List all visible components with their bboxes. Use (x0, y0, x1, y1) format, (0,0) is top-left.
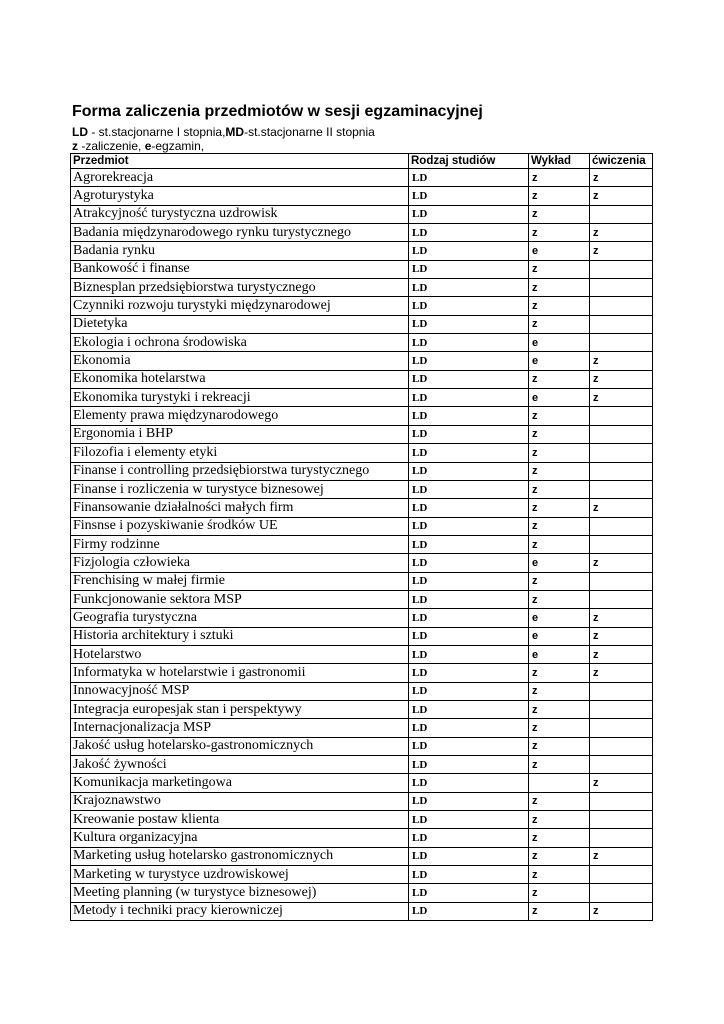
cell-subject: Innowacyjność MSP (71, 682, 409, 700)
cell-lecture: z (529, 169, 590, 187)
cell-subject: Funkcjonowanie sektora MSP (71, 590, 409, 608)
legend-e-abbr: e (144, 139, 152, 153)
cell-study-type: LD (409, 260, 529, 278)
table-row (71, 590, 653, 608)
cell-subject: Finsnse i pozyskiwanie środków UE (71, 517, 409, 535)
cell-lecture: z (529, 315, 590, 333)
table-row (71, 719, 653, 737)
cell-subject: Ekologia i ochrona środowiska (71, 334, 409, 352)
cell-study-type: LD (409, 572, 529, 590)
table-row (71, 187, 653, 205)
cell-study-type: LD (409, 389, 529, 407)
legend-z-abbr: z (72, 139, 78, 153)
header-exercises: ćwiczenia (590, 154, 653, 169)
cell-study-type: LD (409, 370, 529, 388)
cell-subject: Informatyka w hotelarstwie i gastronomii (71, 664, 409, 682)
table-row (71, 279, 653, 297)
cell-exercises: z (590, 554, 653, 572)
cell-study-type: LD (409, 719, 529, 737)
cell-lecture: z (529, 829, 590, 847)
cell-exercises (590, 792, 653, 810)
cell-exercises (590, 719, 653, 737)
cell-study-type: LD (409, 847, 529, 865)
table-row (71, 682, 653, 700)
table-row (71, 407, 653, 425)
cell-exercises: z (590, 224, 653, 242)
cell-subject: Dietetyka (71, 315, 409, 333)
cell-exercises (590, 315, 653, 333)
cell-exercises (590, 444, 653, 462)
cell-lecture: z (529, 517, 590, 535)
cell-subject: Firmy rodzinne (71, 535, 409, 553)
cell-subject: Komunikacja marketingowa (71, 774, 409, 792)
cell-subject: Kreowanie postaw klienta (71, 811, 409, 829)
cell-exercises (590, 535, 653, 553)
cell-exercises (590, 700, 653, 718)
cell-exercises (590, 884, 653, 902)
table-row (71, 811, 653, 829)
legend-md-text: -st.stacjonarne II stopnia (244, 125, 375, 139)
cell-subject: Geografia turystyczna (71, 609, 409, 627)
cell-lecture: e (529, 645, 590, 663)
table-row (71, 297, 653, 315)
cell-subject: Internacjonalizacja MSP (71, 719, 409, 737)
cell-study-type: LD (409, 792, 529, 810)
cell-study-type: LD (409, 590, 529, 608)
cell-study-type: LD (409, 700, 529, 718)
header-study-type: Rodzaj studiów (409, 154, 529, 169)
cell-study-type: LD (409, 444, 529, 462)
cell-study-type: LD (409, 499, 529, 517)
cell-study-type: LD (409, 627, 529, 645)
cell-subject: Finansowanie działalności małych firm (71, 499, 409, 517)
cell-study-type: LD (409, 169, 529, 187)
cell-subject: Finanse i controlling przedsiębiorstwa turystycznego (71, 462, 409, 480)
table-header-row (71, 154, 653, 169)
cell-study-type: LD (409, 224, 529, 242)
cell-lecture: z (529, 737, 590, 755)
cell-exercises: z (590, 352, 653, 370)
cell-subject: Hotelarstwo (71, 645, 409, 663)
page-title: Forma zaliczenia przedmiotów w sesji egzaminacyjnej (72, 103, 483, 120)
cell-lecture: e (529, 609, 590, 627)
table-row (71, 737, 653, 755)
cell-study-type: LD (409, 554, 529, 572)
cell-exercises: z (590, 902, 653, 920)
cell-lecture: z (529, 224, 590, 242)
table-row (71, 756, 653, 774)
cell-exercises (590, 279, 653, 297)
table-row (71, 462, 653, 480)
header-lecture: Wykład (529, 154, 590, 169)
table-row (71, 664, 653, 682)
cell-lecture: z (529, 682, 590, 700)
cell-subject: Marketing usług hotelarsko gastronomicznych (71, 847, 409, 865)
cell-subject: Ekonomika turystyki i rekreacji (71, 389, 409, 407)
cell-study-type: LD (409, 205, 529, 223)
cell-study-type: LD (409, 242, 529, 260)
cell-subject: Atrakcyjność turystyczna uzdrowisk (71, 205, 409, 223)
table-row (71, 774, 653, 792)
cell-exercises (590, 205, 653, 223)
cell-exercises: z (590, 370, 653, 388)
cell-subject: Meeting planning (w turystyce biznesowej) (71, 884, 409, 902)
legend-line-2 (72, 139, 652, 153)
cell-exercises: z (590, 664, 653, 682)
cell-subject: Integracja europesjak stan i perspektywy (71, 700, 409, 718)
subjects-table (70, 153, 653, 921)
cell-subject: Badania rynku (71, 242, 409, 260)
table-row (71, 260, 653, 278)
cell-exercises: z (590, 187, 653, 205)
table-row (71, 389, 653, 407)
table-row (71, 572, 653, 590)
cell-exercises: z (590, 847, 653, 865)
cell-lecture: z (529, 205, 590, 223)
cell-lecture: z (529, 370, 590, 388)
cell-exercises: z (590, 169, 653, 187)
cell-lecture: z (529, 407, 590, 425)
cell-lecture: e (529, 334, 590, 352)
cell-study-type: LD (409, 737, 529, 755)
table-row (71, 425, 653, 443)
cell-study-type: LD (409, 480, 529, 498)
cell-exercises: z (590, 627, 653, 645)
cell-lecture: e (529, 627, 590, 645)
cell-exercises (590, 590, 653, 608)
cell-study-type: LD (409, 884, 529, 902)
cell-lecture: z (529, 425, 590, 443)
cell-lecture: z (529, 884, 590, 902)
cell-exercises (590, 756, 653, 774)
cell-study-type: LD (409, 517, 529, 535)
cell-exercises (590, 829, 653, 847)
cell-lecture: z (529, 279, 590, 297)
cell-study-type: LD (409, 811, 529, 829)
cell-exercises: z (590, 774, 653, 792)
table-row (71, 829, 653, 847)
cell-study-type: LD (409, 187, 529, 205)
cell-lecture: z (529, 847, 590, 865)
document (70, 102, 652, 921)
cell-study-type: LD (409, 829, 529, 847)
table-row (71, 480, 653, 498)
legend-ld-text: - st.stacjonarne I stopnia, (88, 125, 226, 139)
cell-exercises (590, 407, 653, 425)
cell-study-type: LD (409, 645, 529, 663)
table-row (71, 866, 653, 884)
table-row (71, 352, 653, 370)
cell-lecture: z (529, 480, 590, 498)
cell-exercises: z (590, 645, 653, 663)
table-row (71, 242, 653, 260)
cell-study-type: LD (409, 315, 529, 333)
table-row (71, 535, 653, 553)
cell-study-type: LD (409, 352, 529, 370)
cell-lecture: z (529, 792, 590, 810)
table-row (71, 499, 653, 517)
cell-study-type: LD (409, 866, 529, 884)
table-row (71, 792, 653, 810)
cell-study-type: LD (409, 407, 529, 425)
cell-lecture: z (529, 187, 590, 205)
table-row (71, 444, 653, 462)
cell-study-type: LD (409, 334, 529, 352)
cell-exercises (590, 811, 653, 829)
cell-subject: Finanse i rozliczenia w turystyce biznesowej (71, 480, 409, 498)
cell-lecture: z (529, 664, 590, 682)
cell-exercises (590, 572, 653, 590)
cell-exercises (590, 682, 653, 700)
cell-lecture: e (529, 242, 590, 260)
cell-subject: Badania międzynarodowego rynku turystycznego (71, 224, 409, 242)
table-row (71, 370, 653, 388)
cell-subject: Marketing w turystyce uzdrowiskowej (71, 866, 409, 884)
cell-subject: Bankowość i finanse (71, 260, 409, 278)
cell-study-type: LD (409, 756, 529, 774)
cell-exercises: z (590, 499, 653, 517)
cell-study-type: LD (409, 462, 529, 480)
cell-study-type: LD (409, 279, 529, 297)
table-row (71, 334, 653, 352)
table-row (71, 315, 653, 333)
cell-lecture (529, 774, 590, 792)
table-row (71, 609, 653, 627)
legend-line-1 (72, 125, 652, 139)
legend-z-text: -zaliczenie, (78, 139, 145, 153)
table-row (71, 224, 653, 242)
cell-study-type: LD (409, 682, 529, 700)
cell-exercises: z (590, 242, 653, 260)
cell-lecture: e (529, 352, 590, 370)
cell-lecture: z (529, 700, 590, 718)
table-row (71, 627, 653, 645)
cell-lecture: z (529, 499, 590, 517)
table-row (71, 902, 653, 920)
cell-exercises (590, 866, 653, 884)
cell-subject: Jakość usług hotelarsko-gastronomicznych (71, 737, 409, 755)
cell-lecture: z (529, 535, 590, 553)
cell-study-type: LD (409, 902, 529, 920)
cell-lecture: z (529, 444, 590, 462)
cell-exercises: z (590, 389, 653, 407)
cell-lecture: z (529, 462, 590, 480)
cell-exercises (590, 480, 653, 498)
cell-subject: Fizjologia człowieka (71, 554, 409, 572)
cell-subject: Biznesplan przedsiębiorstwa turystycznego (71, 279, 409, 297)
cell-exercises (590, 462, 653, 480)
cell-subject: Kultura organizacyjna (71, 829, 409, 847)
cell-subject: Filozofia i elementy etyki (71, 444, 409, 462)
cell-lecture: z (529, 756, 590, 774)
cell-study-type: LD (409, 297, 529, 315)
cell-subject: Frenchising w małej firmie (71, 572, 409, 590)
cell-subject: Ergonomia i BHP (71, 425, 409, 443)
table-row (71, 205, 653, 223)
cell-study-type: LD (409, 609, 529, 627)
cell-study-type: LD (409, 535, 529, 553)
cell-exercises (590, 517, 653, 535)
cell-study-type: LD (409, 664, 529, 682)
table-row (71, 554, 653, 572)
cell-exercises (590, 425, 653, 443)
cell-study-type: LD (409, 425, 529, 443)
cell-exercises (590, 737, 653, 755)
cell-exercises (590, 260, 653, 278)
table-row (71, 645, 653, 663)
cell-subject: Jakość żywności (71, 756, 409, 774)
header-subject: Przedmiot (71, 154, 409, 169)
legend-md-abbr: MD (225, 125, 245, 139)
cell-exercises: z (590, 609, 653, 627)
cell-subject: Agroturystyka (71, 187, 409, 205)
cell-subject: Ekonomika hotelarstwa (71, 370, 409, 388)
cell-lecture: z (529, 902, 590, 920)
cell-lecture: z (529, 297, 590, 315)
cell-lecture: z (529, 719, 590, 737)
table-row (71, 847, 653, 865)
cell-exercises (590, 297, 653, 315)
cell-subject: Czynniki rozwoju turystyki międzynarodowej (71, 297, 409, 315)
cell-subject: Krajoznawstwo (71, 792, 409, 810)
legend-ld-abbr: LD (72, 125, 88, 139)
cell-subject: Agrorekreacja (71, 169, 409, 187)
cell-lecture: z (529, 811, 590, 829)
table-row (71, 700, 653, 718)
cell-lecture: e (529, 554, 590, 572)
cell-lecture: z (529, 590, 590, 608)
cell-lecture: z (529, 866, 590, 884)
cell-study-type: LD (409, 774, 529, 792)
table-row (71, 169, 653, 187)
cell-exercises (590, 334, 653, 352)
cell-subject: Elementy prawa międzynarodowego (71, 407, 409, 425)
cell-subject: Ekonomia (71, 352, 409, 370)
cell-lecture: e (529, 389, 590, 407)
table-row (71, 884, 653, 902)
table-row (71, 517, 653, 535)
cell-subject: Metody i techniki pracy kierowniczej (71, 902, 409, 920)
legend-e-text: -egzamin, (151, 139, 205, 153)
cell-lecture: z (529, 260, 590, 278)
cell-subject: Historia architektury i sztuki (71, 627, 409, 645)
cell-lecture: z (529, 572, 590, 590)
